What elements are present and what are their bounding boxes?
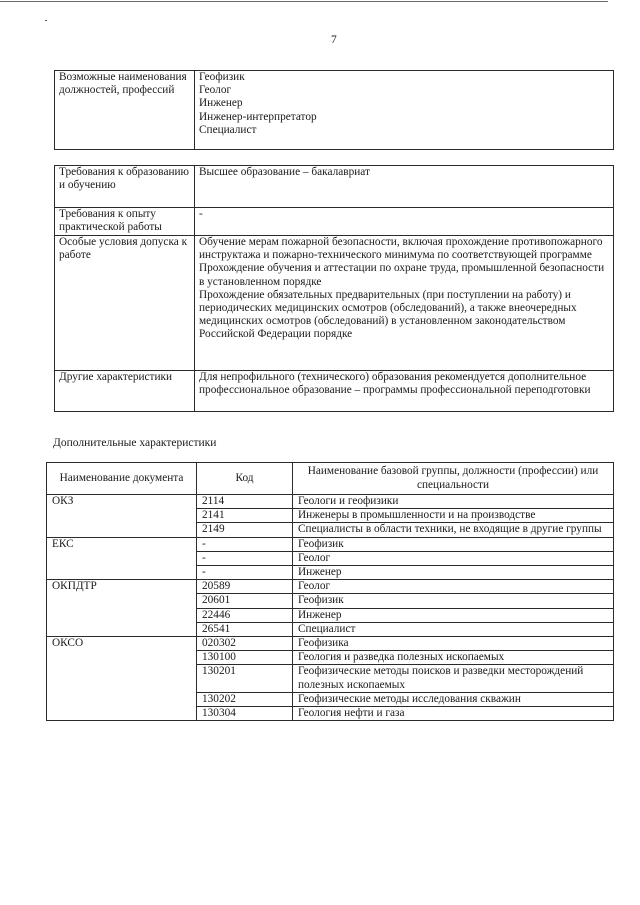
code-cell: 20601 — [197, 594, 293, 608]
name-cell: Геологи и геофизики — [293, 495, 614, 509]
name-cell: Специалисты в области техники, не входящие в другие группы — [293, 523, 614, 537]
conditions-label: Особые условия допуска к работе — [55, 236, 195, 371]
position-item: Геофизик — [199, 71, 245, 83]
name-cell: Геология нефти и газа — [293, 707, 614, 721]
position-item: Геолог — [199, 84, 232, 97]
additional-table — [46, 462, 614, 721]
name-cell: Геология и разведка полезных ископаемых — [293, 651, 614, 665]
scan-speck — [45, 20, 47, 21]
code-cell: 2114 — [197, 495, 293, 509]
code-cell: - — [197, 551, 293, 565]
code-cell: 130201 — [197, 665, 293, 692]
experience-value: - — [195, 208, 614, 236]
table-row — [47, 580, 614, 594]
position-item: Специалист — [199, 123, 257, 136]
education-row — [55, 166, 614, 208]
name-cell: Геофизик — [293, 537, 614, 551]
code-cell: 130304 — [197, 707, 293, 721]
code-cell: 2149 — [197, 523, 293, 537]
conditions-value — [195, 236, 614, 371]
name-cell: Геофизические методы исследования скважин — [293, 692, 614, 706]
code-cell: 020302 — [197, 637, 293, 651]
education-value: Высшее образование – бакалавриат — [195, 166, 614, 208]
conditions-row — [55, 236, 614, 371]
header-name: Наименование базовой группы, должности (профессии) или специальности — [293, 463, 614, 495]
name-cell: Инженер — [293, 608, 614, 622]
name-cell: Геофизические методы поисков и разведки месторождений полезных ископаемых — [293, 665, 614, 692]
code-cell: 2141 — [197, 509, 293, 523]
name-cell: Инженеры в промышленности и на производстве — [293, 509, 614, 523]
name-cell: Геолог — [293, 580, 614, 594]
education-label: Требования к образованию и обучению — [55, 166, 195, 208]
header-row — [47, 463, 614, 495]
condition-paragraph: Обучение мерам пожарной безопасности, включая прохождение противопожарного инструктажа и пожарно-технического минимума по соответствующей программе — [199, 236, 603, 262]
code-cell: 26541 — [197, 622, 293, 636]
positions-table — [54, 70, 614, 150]
code-cell: 20589 — [197, 580, 293, 594]
position-item: Инженер — [199, 97, 243, 110]
header-code: Код — [197, 463, 293, 495]
table-row — [47, 537, 614, 551]
table-row — [47, 637, 614, 651]
name-cell: Инженер — [293, 566, 614, 580]
code-cell: 130100 — [197, 651, 293, 665]
condition-paragraph: Прохождение обучения и аттестации по охране труда, промышленной безопасности в установленном порядке — [199, 262, 605, 288]
name-cell: Геолог — [293, 551, 614, 565]
header-doc: Наименование документа — [47, 463, 197, 495]
positions-list — [195, 71, 614, 150]
doc-cell: ЕКС — [47, 537, 197, 580]
doc-cell: ОКПДТР — [47, 580, 197, 637]
name-cell: Геофизика — [293, 637, 614, 651]
code-cell: - — [197, 566, 293, 580]
table-row — [47, 495, 614, 509]
section-title: Дополнительные характеристики — [53, 437, 217, 449]
condition-paragraph: Прохождение обязательных предварительных (при поступлении на работу) и периодических медицинских осмотров (обследований), а также внеочередных медицинских осмотров (обследований) в установленном законодательством Российской Федерации порядке — [199, 288, 577, 341]
experience-row — [55, 208, 614, 236]
name-cell: Специалист — [293, 622, 614, 636]
code-cell: - — [197, 537, 293, 551]
code-cell: 22446 — [197, 608, 293, 622]
positions-label: Возможные наименования должностей, профессий — [55, 71, 195, 150]
doc-cell: ОКСО — [47, 637, 197, 721]
code-cell: 130202 — [197, 692, 293, 706]
requirements-table — [54, 165, 614, 412]
positions-row — [55, 71, 614, 150]
position-item: Инженер-интерпретатор — [199, 110, 317, 123]
scan-top-border — [0, 1, 608, 2]
other-row — [55, 371, 614, 412]
other-label: Другие характеристики — [55, 371, 195, 412]
experience-label: Требования к опыту практической работы — [55, 208, 195, 236]
page-number: 7 — [331, 34, 337, 46]
name-cell: Геофизик — [293, 594, 614, 608]
doc-cell: ОКЗ — [47, 495, 197, 538]
other-value: Для непрофильного (технического) образования рекомендуется дополнительное профессиональное образование – программы профессиональной переподготовки — [195, 371, 614, 412]
